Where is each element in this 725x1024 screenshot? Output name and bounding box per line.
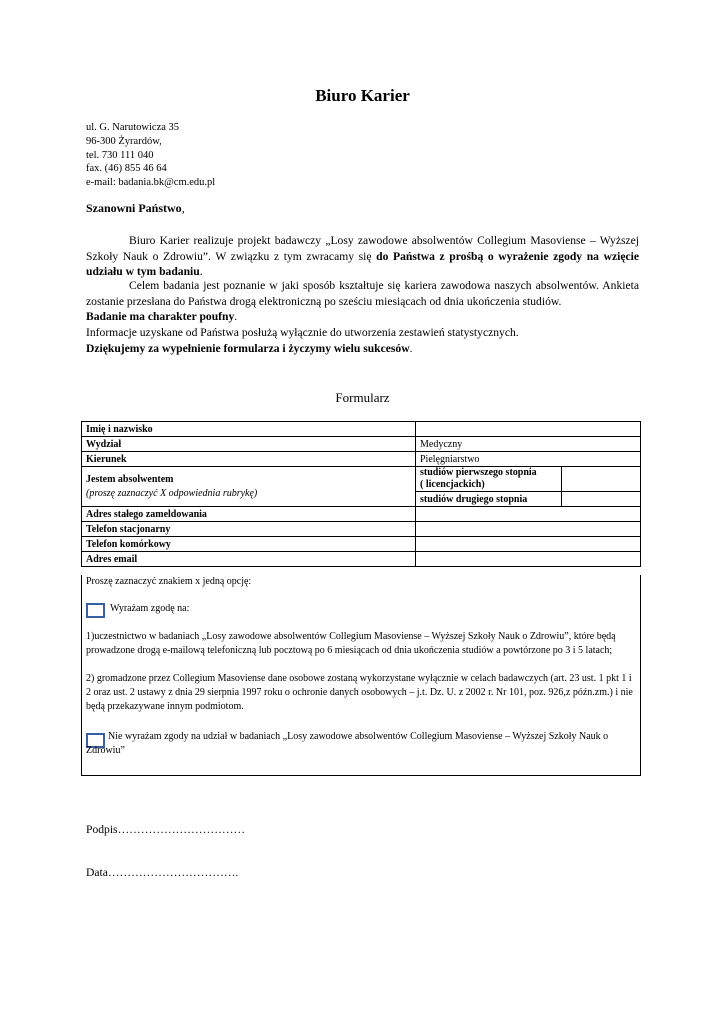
first-degree-sub: ( licencjackich) xyxy=(420,479,485,490)
confidential-text: Badanie ma charakter poufny xyxy=(86,310,235,323)
address-block xyxy=(86,121,215,190)
thanks-end: . xyxy=(409,342,413,355)
graduate-hint: (proszę zaznaczyć X odpowiednia rubrykę) xyxy=(86,487,258,499)
intro-request: do Państwa z prośbą o wyrażenie zgody na wzięcie udziału w tym badaniu xyxy=(86,249,639,279)
purpose-text: Celem badania jest poznanie w jaki sposób kształtuje się kariera zawodowa naszych absolwentów. Ankieta zostanie przesłana do Państwa drogą elektroniczną po sześciu miesiącach od dnia ukończenia studiów. xyxy=(86,279,639,308)
decline-label: Nie wyrażam zgody na udział w badaniach „Losy zawodowe absolwentów Collegium Masoviense – Wyższej Szkoły Nauk o Zdrowiu” xyxy=(86,731,609,756)
address-fax: fax. (46) 855 46 64 xyxy=(86,163,167,175)
intro-text: Biuro Karier realizuje projekt badawczy „Losy zawodowe absolwentów Collegium Masoviense – Wyższej Szkoły Nauk o Zdrowiu”. W związku z tym zwracamy się xyxy=(86,234,639,263)
table-row xyxy=(82,552,641,567)
first-degree-cell xyxy=(416,467,562,492)
greeting xyxy=(86,201,185,216)
thanks-line xyxy=(86,342,413,355)
instruction-text: Proszę zaznaczyć znakiem x jedną opcję: xyxy=(86,576,252,587)
first-degree-label: studiów pierwszego stopnia xyxy=(420,467,537,478)
address-phone: tel. 730 111 040 xyxy=(86,149,154,161)
table-row xyxy=(82,422,641,437)
table-row xyxy=(82,522,641,537)
confidential-line xyxy=(86,310,237,323)
email-label: Adres email xyxy=(82,552,416,567)
table-row xyxy=(82,467,641,492)
second-degree-label: studiów drugiego stopnia xyxy=(416,492,562,507)
address-street: ul. G. Narutowicza 35 xyxy=(86,122,180,133)
greeting-text: Szanowni Państwo xyxy=(86,201,182,215)
table-row xyxy=(82,507,641,522)
faculty-value: Medyczny xyxy=(416,437,641,452)
address-city: 96-300 Żyrardów, xyxy=(86,135,162,147)
date-line[interactable]: Data……………………………. xyxy=(86,866,239,879)
form-title: Formularz xyxy=(335,390,390,405)
landline-input[interactable] xyxy=(416,522,641,537)
address-input[interactable] xyxy=(416,507,641,522)
email-input[interactable] xyxy=(416,552,641,567)
first-degree-checkbox[interactable] xyxy=(562,467,641,492)
paragraph-purpose xyxy=(86,278,639,309)
faculty-label: Wydział xyxy=(82,437,416,452)
graduate-label: Jestem absolwentem xyxy=(86,473,174,485)
landline-label: Telefon stacjonarny xyxy=(82,522,416,537)
intro-end: . xyxy=(199,265,203,279)
paragraph-intro xyxy=(86,233,639,280)
address-email: e-mail: badania.bk@cm.edu.pl xyxy=(86,177,216,189)
consent-label: Wyrażam zgodę na: xyxy=(110,603,190,614)
greeting-comma: , xyxy=(181,201,185,215)
field-label: Kierunek xyxy=(82,452,416,467)
confidential-end: . xyxy=(234,310,238,323)
table-row xyxy=(82,452,641,467)
graduate-label-cell xyxy=(82,467,416,507)
name-label: Imię i nazwisko xyxy=(82,422,416,437)
mobile-label: Telefon komórkowy xyxy=(82,537,416,552)
thanks-text: Dziękujemy za wypełnienie formularza i życzymy wielu sukcesów xyxy=(86,342,410,355)
name-input[interactable] xyxy=(416,422,641,437)
info-line: Informacje uzyskane od Państwa posłużą wyłącznie do utworzenia zestawień statystycznych. xyxy=(86,326,519,339)
table-row xyxy=(82,537,641,552)
signature-line[interactable]: Podpis…………………………… xyxy=(86,823,246,836)
consent-item-1: 1)uczestnictwo w badaniach „Losy zawodowe absolwentów Collegium Masoviense – Wyższej Szkoły Nauk o Zdrowiu”, które będą prowadzone drogą e-mailową telefoniczną lub pocztową po 6 miesiącach od dnia ukończenia studiów a powtórzone po 3 i 5 latach; xyxy=(86,631,616,656)
page-title: Biuro Karier xyxy=(315,86,410,105)
consent-item-2: 2) gromadzone przez Collegium Masoviense dane osobowe zostaną wykorzystane wyłącznie w celach badawczych (art. 23 ust. 1 pkt 1 i 2 oraz ust. 2 ustawy z dnia 29 sierpnia 1997 roku o ochronie danych osobowych – j.t. Dz. U. z 2002 r. Nr 101, poz. 926,z późn.zm.) i nie będą przekazywane innym podmiotom. xyxy=(86,673,633,712)
table-row xyxy=(82,437,641,452)
mobile-input[interactable] xyxy=(416,537,641,552)
consent-section xyxy=(81,575,641,776)
second-degree-checkbox[interactable] xyxy=(562,492,641,507)
consent-checkbox[interactable] xyxy=(86,603,105,618)
form-table xyxy=(81,421,641,567)
field-value: Pielęgniarstwo xyxy=(416,452,641,467)
address-label: Adres stałego zameldowania xyxy=(82,507,416,522)
